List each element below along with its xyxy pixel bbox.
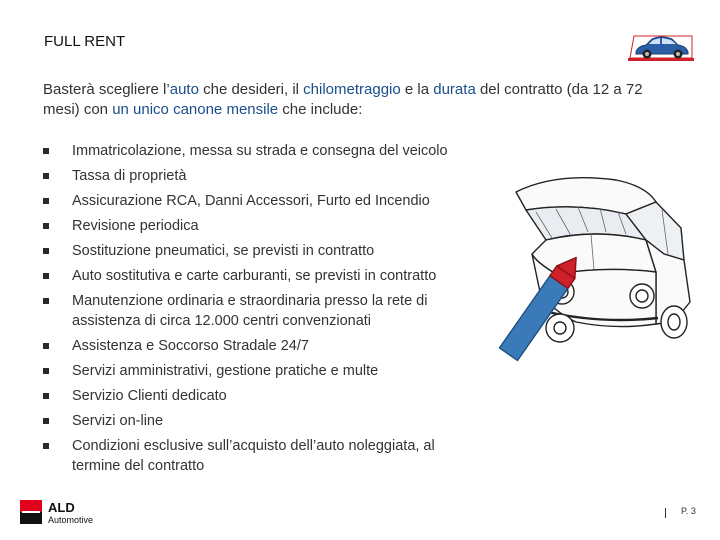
list-item-text: Auto sostitutiva e carte carburanti, se previsti in contratto: [72, 268, 437, 284]
footer-divider: [665, 508, 666, 518]
logo-brand-text: ALD: [48, 500, 75, 515]
list-item-text: Manutenzione ordinaria e straordinaria presso la rete di assistenza di circa 12.000 centri convenzionati: [72, 293, 428, 329]
bullet-icon: [43, 418, 49, 424]
intro-text: del contratto (da 12 a 72 mesi) con: [43, 81, 643, 118]
intro-text: che include:: [278, 101, 363, 118]
header-car-icon: [628, 28, 694, 64]
list-item-text: Assicurazione RCA, Danni Accessori, Furto ed Incendio: [72, 193, 430, 209]
intro-text: e la: [400, 81, 434, 98]
list-item-text: Servizi on-line: [72, 413, 164, 429]
slide-title: FULL RENT: [44, 33, 126, 50]
list-item-text: Condizioni esclusive sull’acquisto dell’auto noleggiata, al termine del contratto: [72, 438, 435, 474]
bullet-icon: [43, 173, 49, 179]
bullet-icon: [43, 343, 49, 349]
car-line-drawing: [496, 162, 696, 362]
list-item-text: Revisione periodica: [72, 218, 199, 234]
list-item-text: Tassa di proprietà: [72, 168, 187, 184]
highlight-auto: auto: [169, 81, 199, 98]
intro-text: Basterà scegliere l’: [43, 81, 170, 98]
list-item-text: Immatricolazione, messa su strada e consegna del veicolo: [72, 143, 448, 159]
highlight-canone: un unico canone mensile: [112, 101, 279, 118]
bullet-icon: [43, 368, 49, 374]
list-item-text: Servizio Clienti dedicato: [72, 388, 227, 404]
intro-paragraph: [43, 80, 673, 120]
list-item-text: Sostituzione pneumatici, se previsti in contratto: [72, 243, 375, 259]
intro-text: che desideri, il: [198, 81, 304, 98]
list-item-text: Assistenza e Soccorso Stradale 24/7: [72, 338, 309, 354]
bullet-icon: [43, 198, 49, 204]
bullet-icon: [43, 443, 49, 449]
list-item-text: Servizi amministrativi, gestione pratiche e multe: [72, 363, 379, 379]
bullet-icon: [43, 148, 49, 154]
highlight-chilometraggio: chilometraggio: [303, 81, 401, 98]
bullet-icon: [43, 223, 49, 229]
bullet-icon: [43, 393, 49, 399]
bullet-icon: [43, 273, 49, 279]
bullet-icon: [43, 248, 49, 254]
highlight-durata: durata: [433, 81, 476, 98]
bullet-icon: [43, 298, 49, 304]
page-number: P. 3: [681, 506, 696, 516]
ald-automotive-logo: [20, 500, 130, 528]
logo-brand-subtext: Automotive: [48, 515, 94, 525]
